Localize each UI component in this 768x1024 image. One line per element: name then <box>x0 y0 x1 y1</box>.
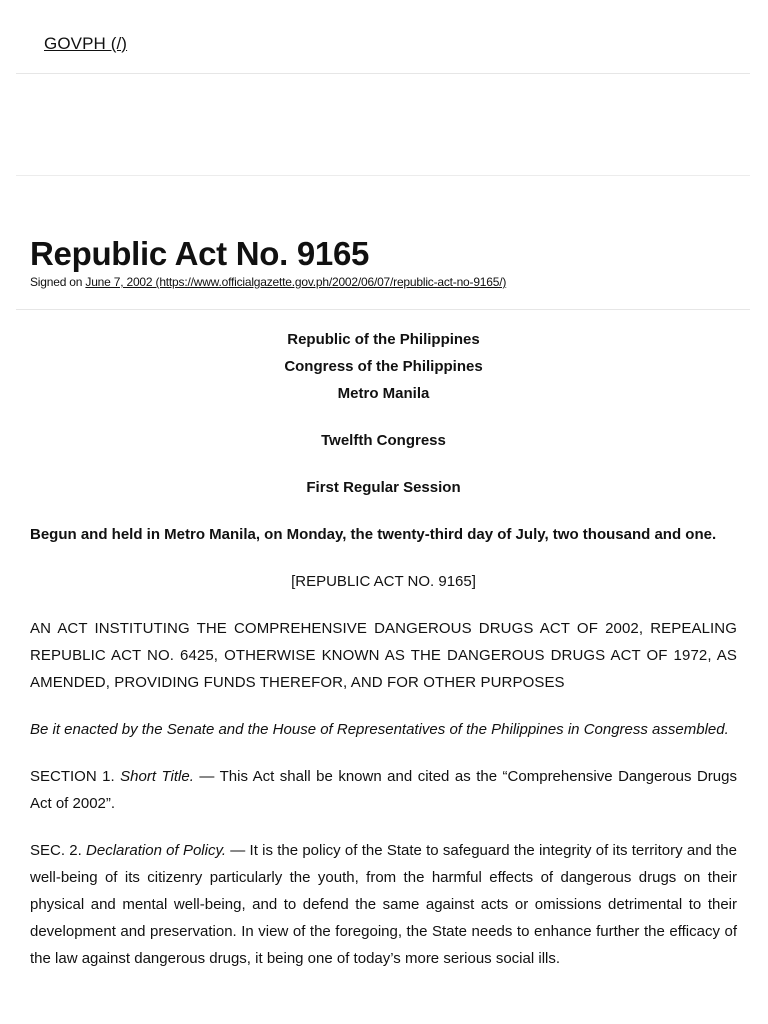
document-body <box>30 326 737 992</box>
section-1-heading: Short Title. <box>120 768 194 785</box>
page-title: Republic Act No. 9165 <box>30 235 370 272</box>
act-title: AN ACT INSTITUTING THE COMPREHENSIVE DANGEROUS DRUGS ACT OF 2002, REPEALING REPUBLIC ACT NO. 6425, OTHERWISE KNOWN AS THE DANGEROUS DRUGS ACT OF 1972, AS AMENDED, PROVIDING FUNDS THEREFOR, AND FOR OTHER PURPOSES <box>30 620 737 691</box>
heading-location: Metro Manila <box>337 385 430 402</box>
session-name: First Regular Session <box>306 479 461 496</box>
govph-home-link[interactable]: GOVPH (/) <box>44 34 128 53</box>
section-1 <box>30 763 737 817</box>
enacting-clause: Be it enacted by the Senate and the House of Representatives of the Philippines in Congress assembled. <box>30 721 729 738</box>
signed-date-link[interactable]: June 7, 2002 (https://www.officialgazette.gov.ph/2002/06/07/republic-act-no-9165/) <box>85 275 507 289</box>
top-navigation-bar <box>16 0 750 74</box>
section-2-label: SEC. 2. <box>30 842 87 859</box>
section-2-heading: Declaration of Policy. <box>86 842 227 859</box>
banner-area <box>16 74 750 176</box>
signed-date-line <box>30 275 506 289</box>
congress-number: Twelfth Congress <box>321 432 446 449</box>
heading-republic: Republic of the Philippines <box>287 331 480 348</box>
section-2-text: — It is the policy of the State to safeguard the integrity of its territory and the well-being of its citizenry particularly the youth, from the harmful effects of dangerous drugs on their physical and mental well-being, and to defend the same against acts or omissions detrimental to their development and preservation. In view of the foregoing, the State needs to enhance further the efficacy of the law against dangerous drugs, it being one of today’s more serious social ills. <box>30 842 737 967</box>
section-1-text: — This Act shall be known and cited as the “Comprehensive Dangerous Drugs Act of 2002”. <box>30 768 737 812</box>
section-2 <box>30 837 737 972</box>
heading-congress: Congress of the Philippines <box>284 358 483 375</box>
signed-prefix: Signed on <box>30 275 86 289</box>
begun-statement: Begun and held in Metro Manila, on Monday, the twenty-third day of July, two thousand and one. <box>30 526 717 543</box>
section-1-label: SECTION 1. <box>30 768 121 785</box>
article-header <box>16 176 750 310</box>
act-number: [REPUBLIC ACT NO. 9165] <box>291 573 476 590</box>
